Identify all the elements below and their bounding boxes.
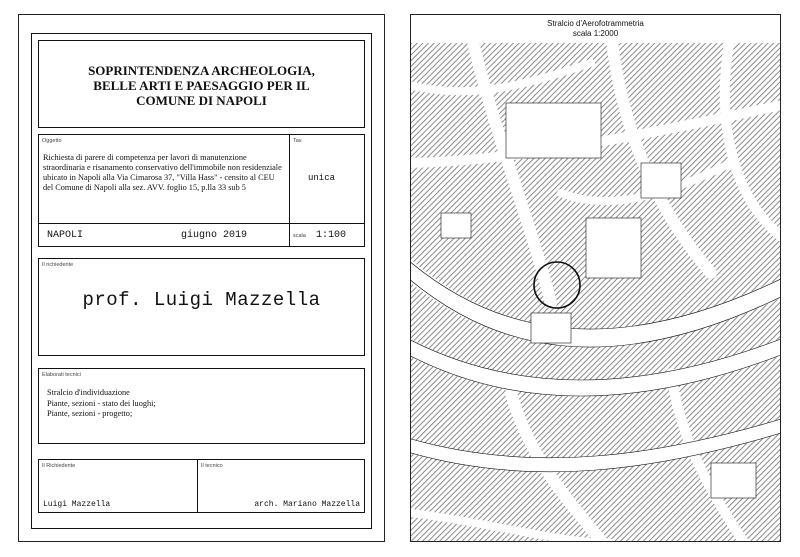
drawings-box xyxy=(38,368,365,444)
map-sheet xyxy=(410,14,781,542)
title-line-3: COMUNE DI NAPOLI xyxy=(136,93,267,108)
drawing-item: Piante, sezioni - progetto; xyxy=(47,409,133,418)
table-label: Tav. xyxy=(293,138,303,144)
sheet-frame xyxy=(31,33,372,529)
date: giugno 2019 xyxy=(181,230,248,241)
title-line-2: BELLE ARTI E PAESAGGIO PER IL xyxy=(93,78,310,93)
scale-label: scala xyxy=(293,233,306,239)
signature-right-box xyxy=(197,459,365,513)
drawing-item: Piante, sezioni - stato dei luoghi; xyxy=(47,398,156,408)
title-block-sheet xyxy=(18,14,385,542)
map-drawing xyxy=(411,43,780,541)
signature-left-label: Il Richiedente xyxy=(42,463,76,469)
place-date-box xyxy=(38,223,290,247)
drawings-list xyxy=(47,388,156,420)
table-box xyxy=(289,134,365,224)
subject-label: Oggetto xyxy=(42,138,62,144)
map-title-block xyxy=(411,17,780,45)
subject-box xyxy=(38,134,290,224)
authority-title xyxy=(39,63,364,108)
aerial-map xyxy=(411,43,780,541)
table-value: unica xyxy=(308,173,336,183)
scale-box xyxy=(289,223,365,247)
signature-right-name: arch. Mariano Mazzella xyxy=(254,500,360,509)
applicant-name: prof. Luigi Mazzella xyxy=(82,289,321,311)
signature-left-box xyxy=(38,459,198,513)
signature-right-label: Il tecnico xyxy=(201,463,223,469)
signature-left-name: Luigi Mazzella xyxy=(43,500,111,509)
title-line-1: SOPRINTENDENZA ARCHEOLOGIA, xyxy=(88,63,315,78)
applicant-box xyxy=(38,258,365,356)
subject-text: Richiesta di parere di competenza per lavori di manutenzione straordinaria e risanamento conservativo dell'immobile non residenziale ubicato in Napoli alla Via Cimarosa 37, "Villa Hass" - censito al CEU del Comune di Napoli alla sez. AVV. foglio 15, p.lla 33 sub 5 xyxy=(43,153,282,192)
map-title: Stralcio d'Aerofotrammetria xyxy=(547,19,644,28)
map-scale: scala 1:2000 xyxy=(572,29,619,38)
applicant-label: Il richiedente xyxy=(42,262,74,268)
city: NAPOLI xyxy=(47,230,84,241)
header-note xyxy=(31,18,372,30)
drawings-label: Elaborati tecnici xyxy=(42,372,81,378)
scale-value: 1:100 xyxy=(316,230,347,241)
authority-title-box xyxy=(38,40,365,128)
drawing-item: Stralcio d'individuazione xyxy=(47,388,130,397)
